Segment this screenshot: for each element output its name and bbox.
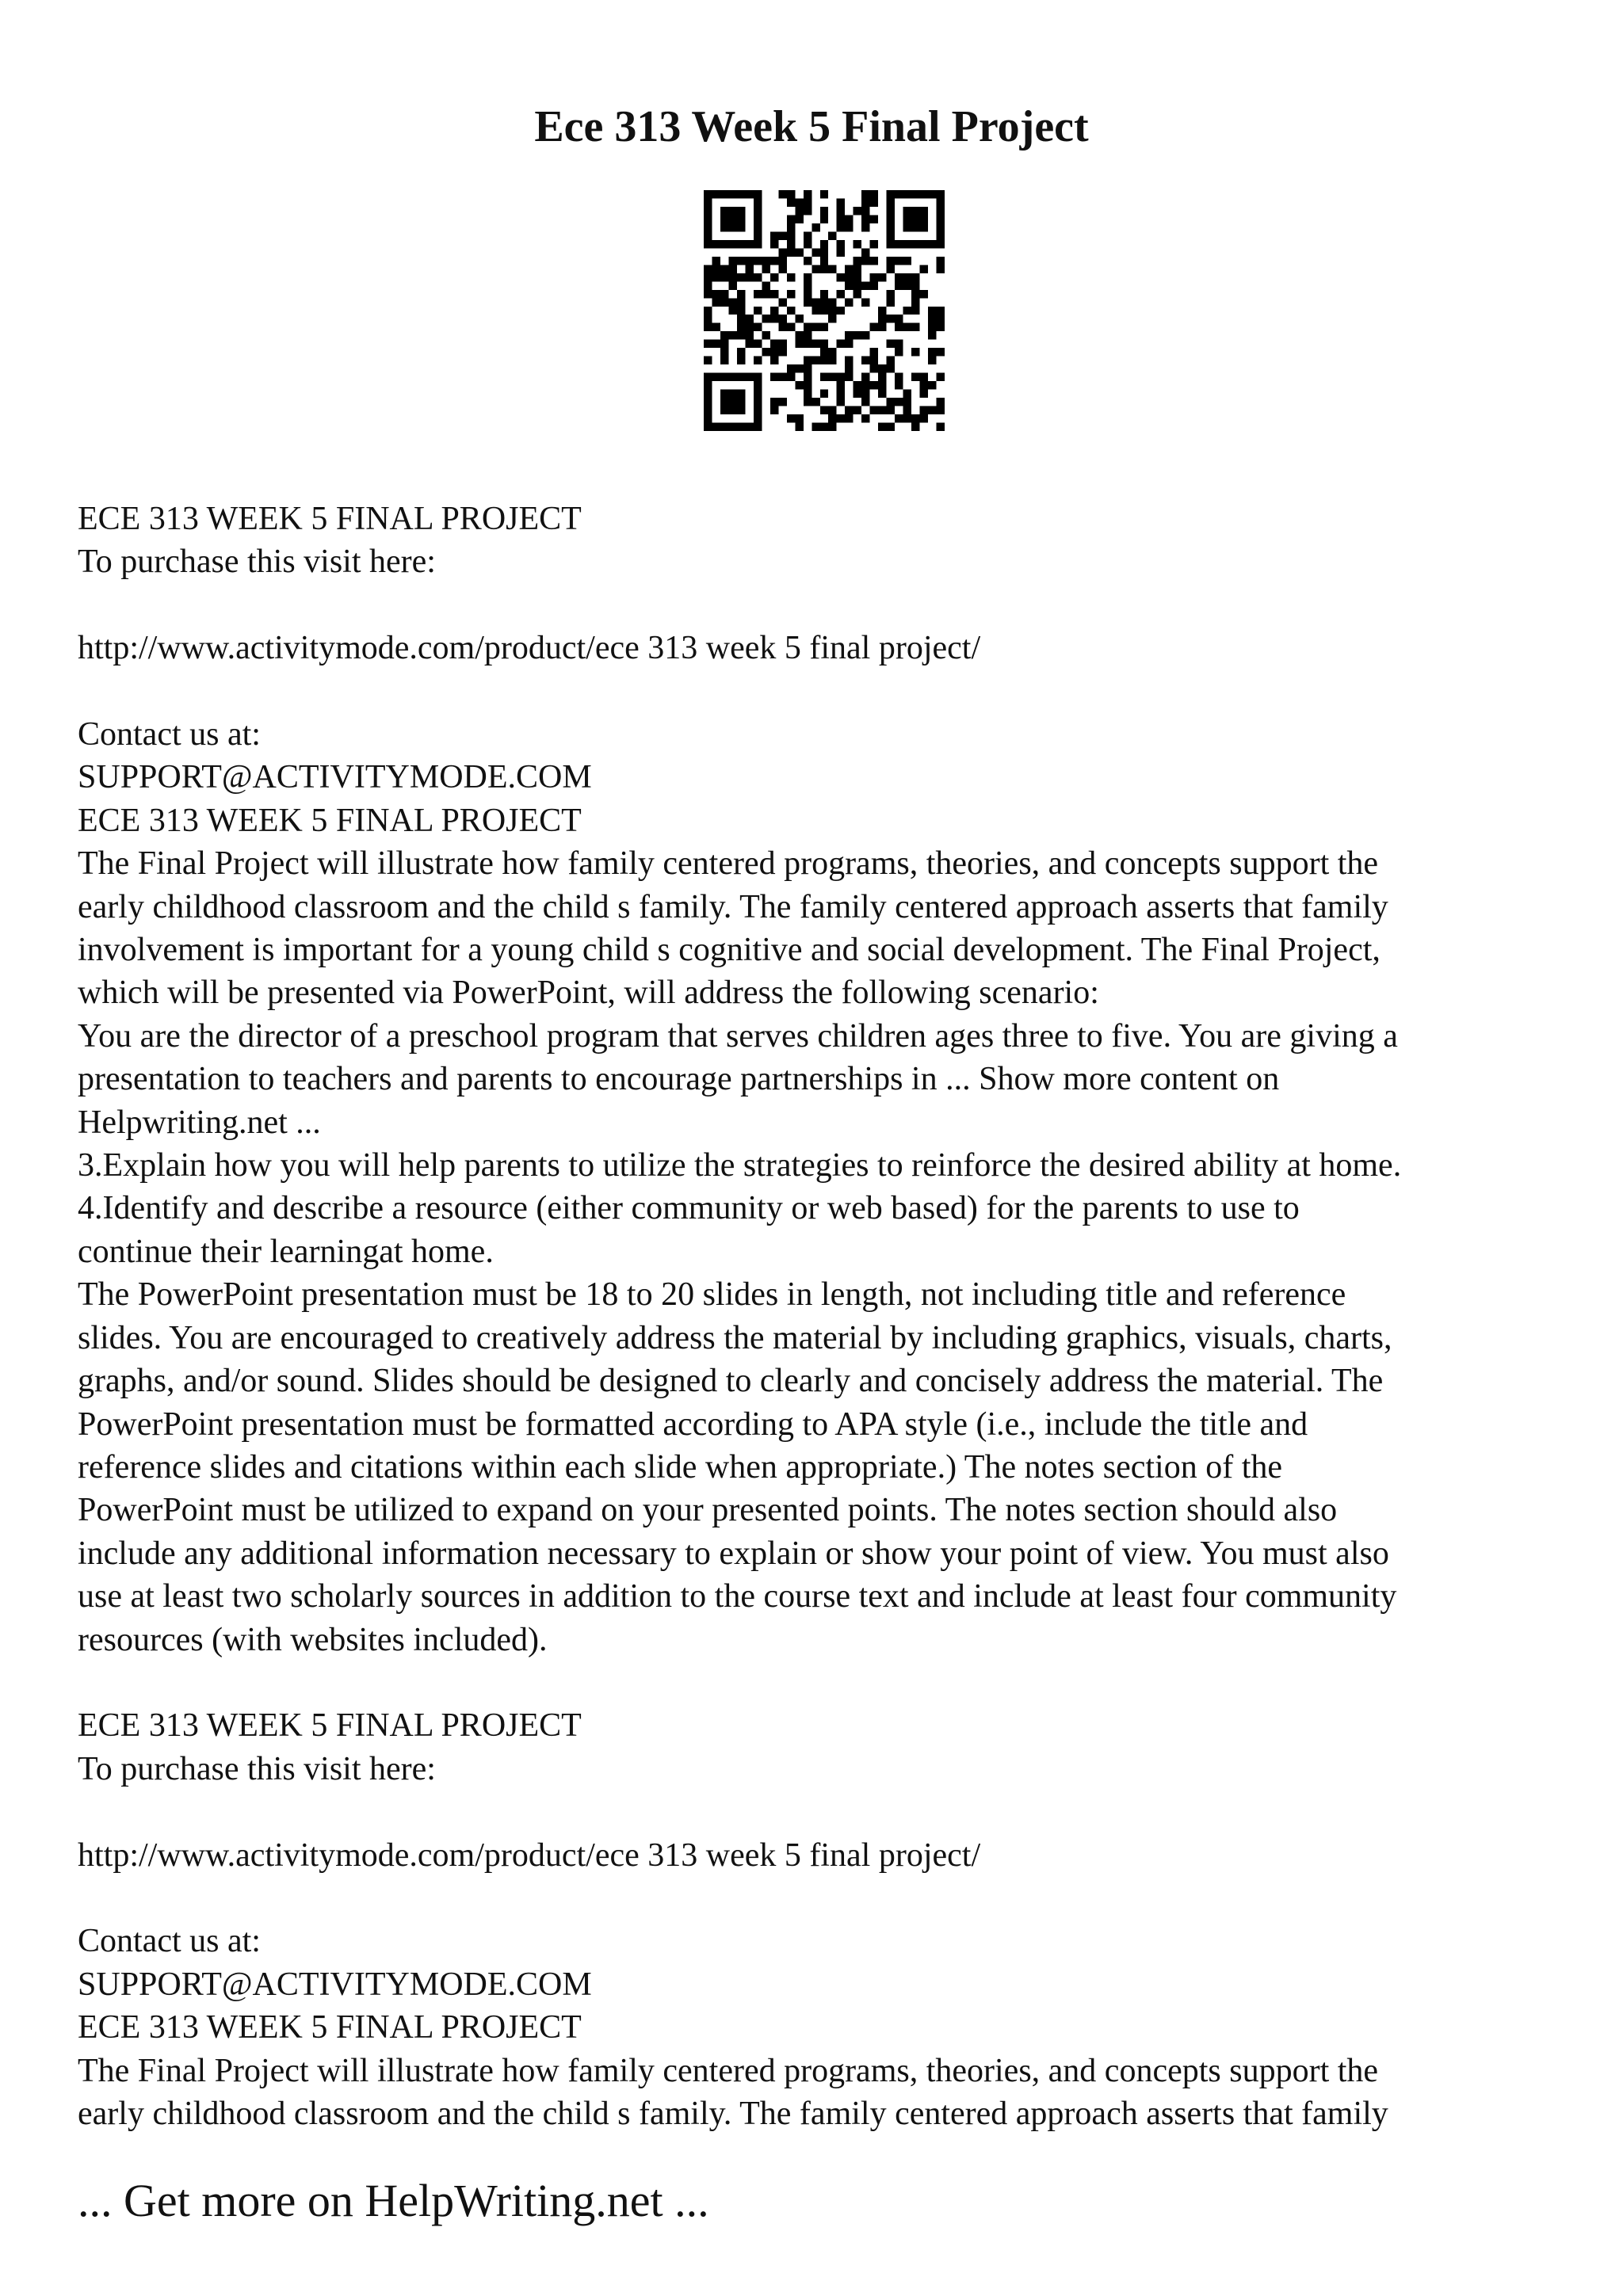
body-line: The PowerPoint presentation must be 18 to 20 slides in length, not including title and reference [78,1276,1346,1314]
body-line: reference slides and citations within each slide when appropriate.) The notes section of the [78,1448,1283,1486]
body-line: use at least two scholarly sources in addition to the course text and include at least four community [78,1578,1397,1615]
body-line: 4.Identify and describe a resource (either community or web based) for the parents to use to [78,1190,1300,1227]
body-line: 3.Explain how you will help parents to utilize the strategies to reinforce the desired ability at home. [78,1147,1402,1184]
body-line: The Final Project will illustrate how family centered programs, theories, and concepts support the [78,845,1379,883]
body-line: Contact us at: [78,716,261,753]
body-line: graphs, and/or sound. Slides should be designed to clearly and concisely address the material. The [78,1363,1384,1400]
body-line: presentation to teachers and parents to encourage partnerships in ... Show more content on [78,1061,1280,1098]
body-line: involvement is important for a young child s cognitive and social development. The Final Project, [78,932,1381,969]
body-line: To purchase this visit here: [78,1750,436,1787]
qr-code-icon [704,190,945,431]
body-line: early childhood classroom and the child s family. The family centered approach asserts that family [78,2095,1388,2132]
body-line: ECE 313 WEEK 5 FINAL PROJECT [78,2009,582,2046]
body-line: ECE 313 WEEK 5 FINAL PROJECT [78,1707,582,1745]
blank-line [78,1661,1568,1704]
blank-line [78,670,1568,713]
blank-line [78,1877,1568,1920]
document-body [78,498,1568,2135]
body-line: ECE 313 WEEK 5 FINAL PROJECT [78,802,582,839]
body-line: SUPPORT@ACTIVITYMODE.COM [78,1966,592,2003]
body-line: which will be presented via PowerPoint, will address the following scenario: [78,974,1099,1012]
document-title: Ece 313 Week 5 Final Project [534,102,1089,151]
body-line: slides. You are encouraged to creatively address the material by including graphics, visuals, charts, [78,1319,1392,1356]
body-line: include any additional information necessary to explain or show your point of view. You must also [78,1535,1389,1572]
body-line: SUPPORT@ACTIVITYMODE.COM [78,759,592,796]
body-line: continue their learningat home. [78,1233,494,1270]
blank-line [78,1791,1568,1833]
body-line: To purchase this visit here: [78,543,436,581]
body-line: resources (with websites included). [78,1621,548,1658]
body-line: ECE 313 WEEK 5 FINAL PROJECT [78,501,582,537]
body-line: PowerPoint must be utilized to expand on your presented points. The notes section should also [78,1492,1338,1529]
blank-line [78,584,1568,627]
body-line: The Final Project will illustrate how family centered programs, theories, and concepts support the [78,2052,1379,2089]
body-line: You are the director of a preschool program that serves children ages three to five. You are giving a [78,1017,1398,1055]
body-line[interactable]: http://www.activitymode.com/product/ece 313 week 5 final project/ [78,630,981,667]
body-line: early childhood classroom and the child s family. The family centered approach asserts that family [78,888,1388,925]
body-line: PowerPoint presentation must be formatted according to APA style (i.e., include the title and [78,1405,1308,1443]
body-line[interactable]: http://www.activitymode.com/product/ece 313 week 5 final project/ [78,1836,981,1874]
body-line: Helpwriting.net ... [78,1104,321,1141]
get-more-link[interactable]: ... Get more on HelpWriting.net ... [78,2175,709,2226]
body-line: Contact us at: [78,1923,261,1960]
